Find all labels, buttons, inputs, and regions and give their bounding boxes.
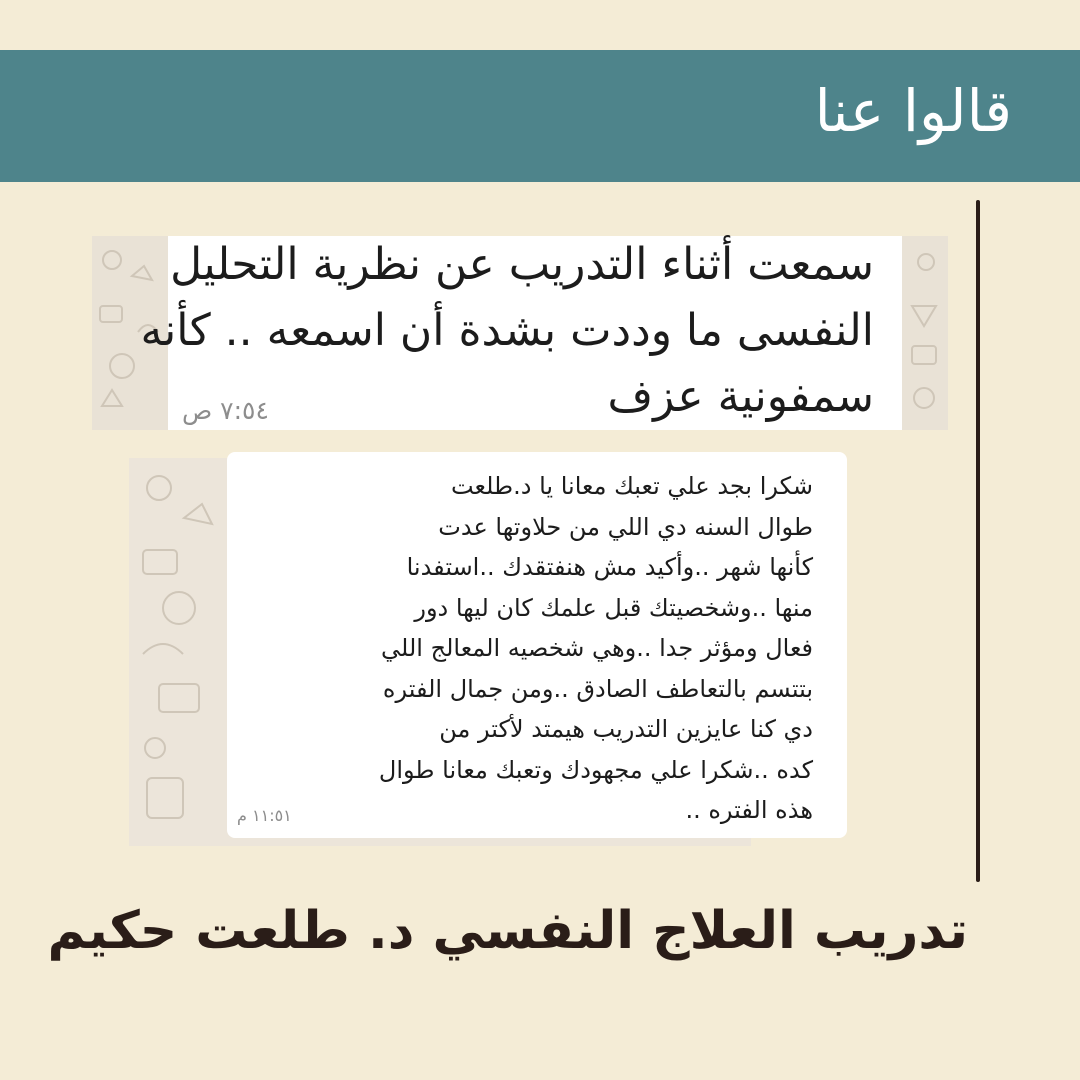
message-line: طوال السنه دي اللي من حلاوتها عدت [438, 512, 813, 541]
footer-caption: تدريب العلاج النفسي د. طلعت حكيم [47, 901, 968, 961]
header-band [0, 50, 1080, 182]
message-line: دي كنا عايزين التدريب هيمتد لأكتر من [439, 715, 813, 743]
message-line: سمفونية عزف [607, 371, 874, 422]
message-timestamp: ١١:٥١ م [237, 806, 292, 825]
message-line: منها ..وشخصيتك قبل علمك كان ليها دور [414, 593, 813, 622]
chat-wallpaper-doodle-icon [902, 236, 948, 430]
page-title: قالوا عنا [814, 77, 1012, 145]
message-bubble [140, 236, 902, 430]
message-text [293, 466, 813, 831]
chat-wallpaper-doodle-icon [129, 458, 227, 846]
message-line: بتتسم بالتعاطف الصادق ..ومن جمال الفتره [382, 674, 813, 703]
message-line: كأنها شهر ..وأكيد مش هنفتقدك ..استفدنا [406, 553, 813, 581]
message-line: كده ..شكرا علي مجهودك وتعبك معانا طوال [378, 755, 813, 784]
message-line: فعال ومؤثر جدا ..وهي شخصيه المعالج اللي [381, 634, 813, 662]
testimonial-screenshot-1 [92, 236, 948, 430]
message-line: سمعت أثناء التدريب عن نظرية التحليل [170, 239, 874, 290]
message-line: شكرا بجد علي تعبك معانا يا د.طلعت [450, 472, 813, 500]
testimonial-screenshot-2 [129, 458, 813, 846]
message-timestamp: ٧:٥٤ ص [182, 396, 269, 425]
vertical-divider [976, 200, 980, 882]
message-bubble [227, 452, 847, 838]
message-text [140, 232, 874, 430]
message-line: النفسى ما وددت بشدة أن اسمعه .. كأنه [140, 305, 874, 356]
message-line: هذه الفتره .. [685, 796, 813, 824]
